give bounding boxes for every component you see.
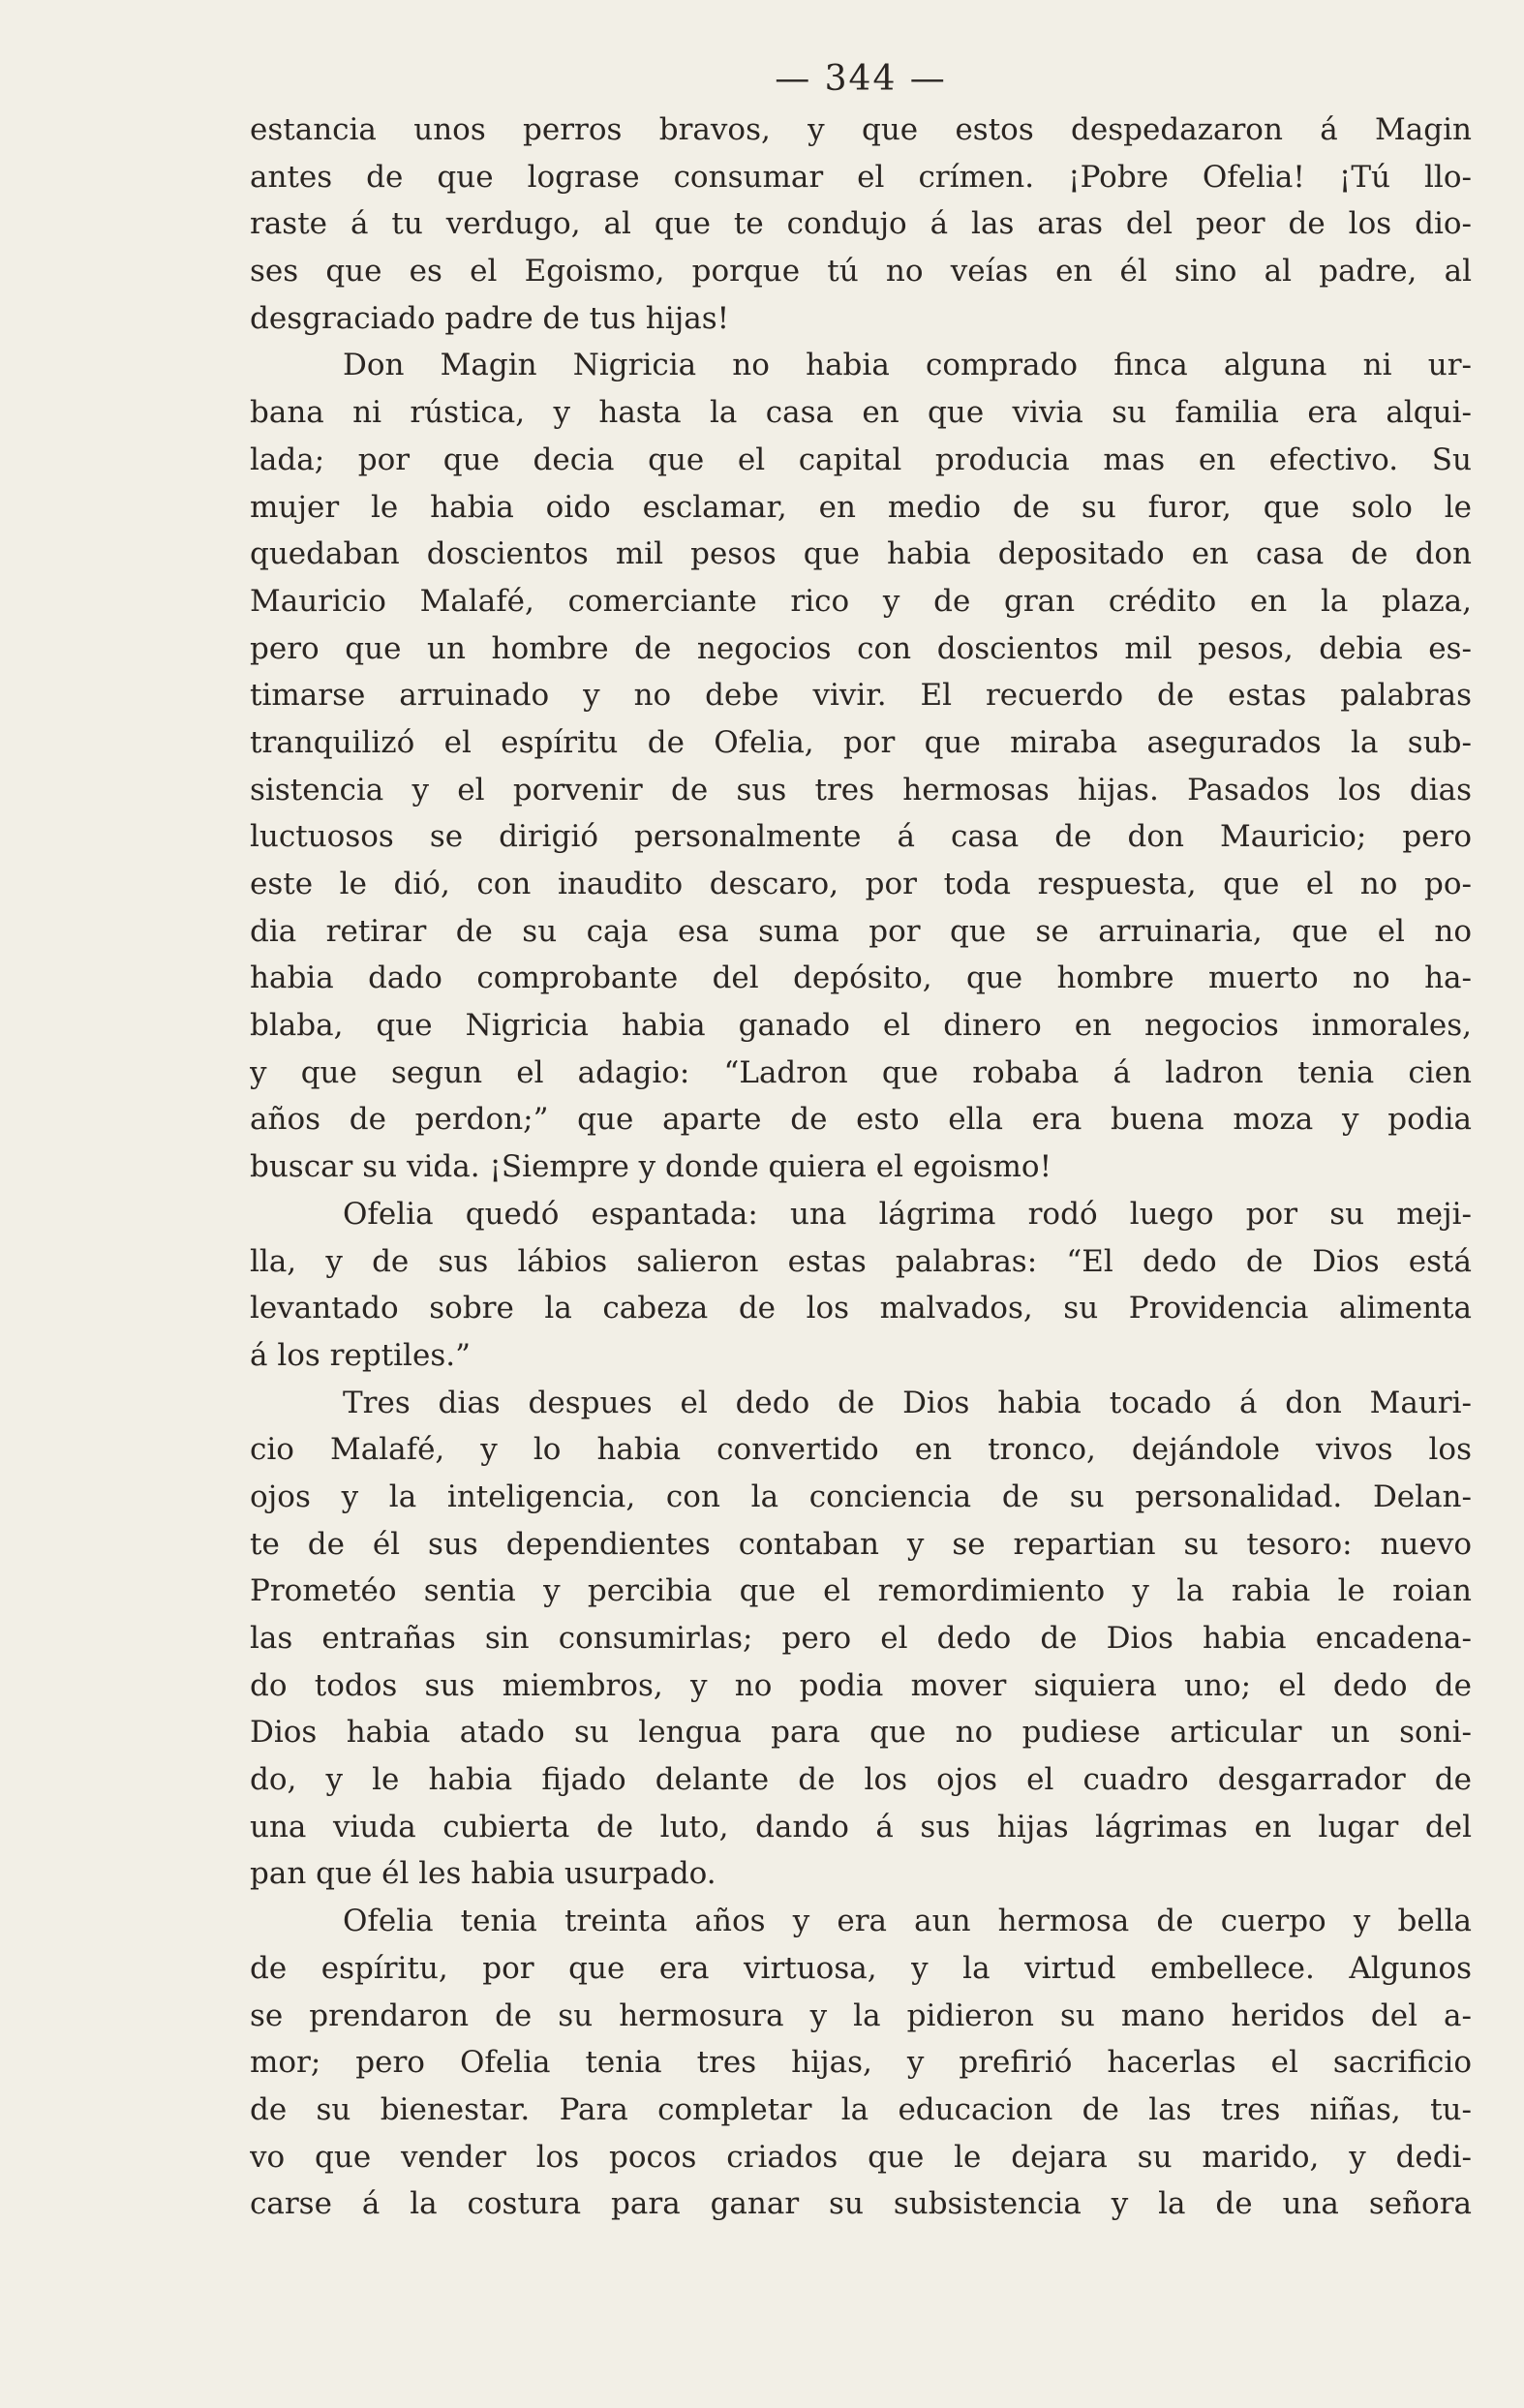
text-line: Tres dias despues el dedo de Dios habia tocado á don Mauri- [343,1385,1472,1420]
text-line: timarse arruinado y no debe vivir. El recuerdo de estas palabras [250,678,1472,714]
text-line: quedaban doscientos mil pesos que habia depositado en casa de don [250,536,1472,572]
text-line: lada; por que decia que el capital producia mas en efectivo. Su [250,442,1472,477]
page-number: — 344 — [775,59,947,99]
text-line: luctuosos se dirigió personalmente á casa de don Mauricio; pero [250,819,1472,855]
text-line: do, y le habia fijado delante de los ojos el cuadro desgarrador de [250,1762,1472,1798]
text-line: Ofelia tenia treinta años y era aun hermosa de cuerpo y bella [343,1904,1472,1939]
text-line: se prendaron de su hermosura y la pidieron su mano heridos del a- [250,1997,1472,2033]
text-line: años de perdon;” que aparte de esto ella era buena moza y podia [250,1102,1472,1138]
text-line: blaba, que Nigricia habia ganado el dinero en negocios inmorales, [250,1008,1472,1044]
text-line: ojos y la inteligencia, con la conciencia de su personalidad. Delan- [250,1478,1472,1514]
text-line: cio Malafé, y lo habia convertido en tronco, dejándole vivos los [250,1432,1472,1468]
text-line: Don Magin Nigricia no habia comprado finca alguna ni ur- [343,348,1472,383]
text-line: antes de que lograse consumar el crímen. ¡Pobre Ofelia! ¡Tú llo- [250,159,1472,195]
text-line: do todos sus miembros, y no podia mover siquiera uno; el dedo de [250,1667,1472,1703]
text-line: estancia unos perros bravos, y que estos despedazaron á Magin [250,112,1472,147]
text-line: dia retirar de su caja esa suma por que se arruinaria, que el no [250,913,1472,949]
text-line: las entrañas sin consumirlas; pero el dedo de Dios habia encadena- [250,1621,1472,1656]
text-line: te de él sus dependientes contaban y se repartian su tesoro: nuevo [250,1526,1472,1562]
text-line: mujer le habia oido esclamar, en medio de su furor, que solo le [250,489,1472,525]
text-line: bana ni rústica, y hasta la casa en que vivia su familia era alqui- [250,395,1472,431]
text-line: buscar su vida. ¡Siempre y donde quiera el egoismo! [250,1149,1052,1185]
text-line: ses que es el Egoismo, porque tú no veías en él sino al padre, al [250,254,1472,290]
text-line: Ofelia quedó espantada: una lágrima rodó luego por su meji- [343,1196,1472,1232]
text-line: Dios habia atado su lengua para que no pudiese articular un soni- [250,1715,1472,1751]
text-line: á los reptiles.” [250,1337,471,1373]
text-line: y que segun el adagio: “Ladron que robaba á ladron tenia cien [250,1054,1472,1090]
text-line: vo que vender los pocos criados que le dejara su marido, y dedi- [250,2139,1472,2175]
book-page [250,58,1472,2228]
text-line: de espíritu, por que era virtuosa, y la virtud embellece. Algunos [250,1950,1472,1986]
text-line: sistencia y el porvenir de sus tres hermosas hijas. Pasados los dias [250,772,1472,808]
text-line: tranquilizó el espíritu de Ofelia, por que miraba asegurados la sub- [250,724,1472,760]
text-line: este le dió, con inaudito descaro, por toda respuesta, que el no po- [250,867,1472,901]
text-line: carse á la costura para ganar su subsistencia y la de una señora [250,2186,1472,2222]
text-line: de su bienestar. Para completar la educacion de las tres niñas, tu- [250,2091,1472,2127]
text-line: mor; pero Ofelia tenia tres hijas, y prefirió hacerlas el sacrificio [250,2045,1472,2081]
text-line: habia dado comprobante del depósito, que hombre muerto no ha- [250,960,1472,996]
text-line: pero que un hombre de negocios con doscientos mil pesos, debia es- [250,630,1472,666]
text-line: Prometéo sentia y percibia que el remordimiento y la rabia le roian [250,1573,1472,1609]
text-line: una viuda cubierta de luto, dando á sus hijas lágrimas en lugar del [250,1809,1472,1844]
text-line: raste á tu verdugo, al que te condujo á las aras del peor de los dio- [250,206,1472,242]
text-line: pan que él les habia usurpado. [250,1856,716,1892]
page-text-body [250,107,1472,2228]
text-line: levantado sobre la cabeza de los malvados, su Providencia alimenta [250,1291,1472,1326]
text-line: desgraciado padre de tus hijas! [250,300,730,336]
text-line: lla, y de sus lábios salieron estas palabras: “El dedo de Dios está [250,1243,1472,1279]
text-line: Mauricio Malafé, comerciante rico y de gran crédito en la plaza, [250,583,1472,619]
